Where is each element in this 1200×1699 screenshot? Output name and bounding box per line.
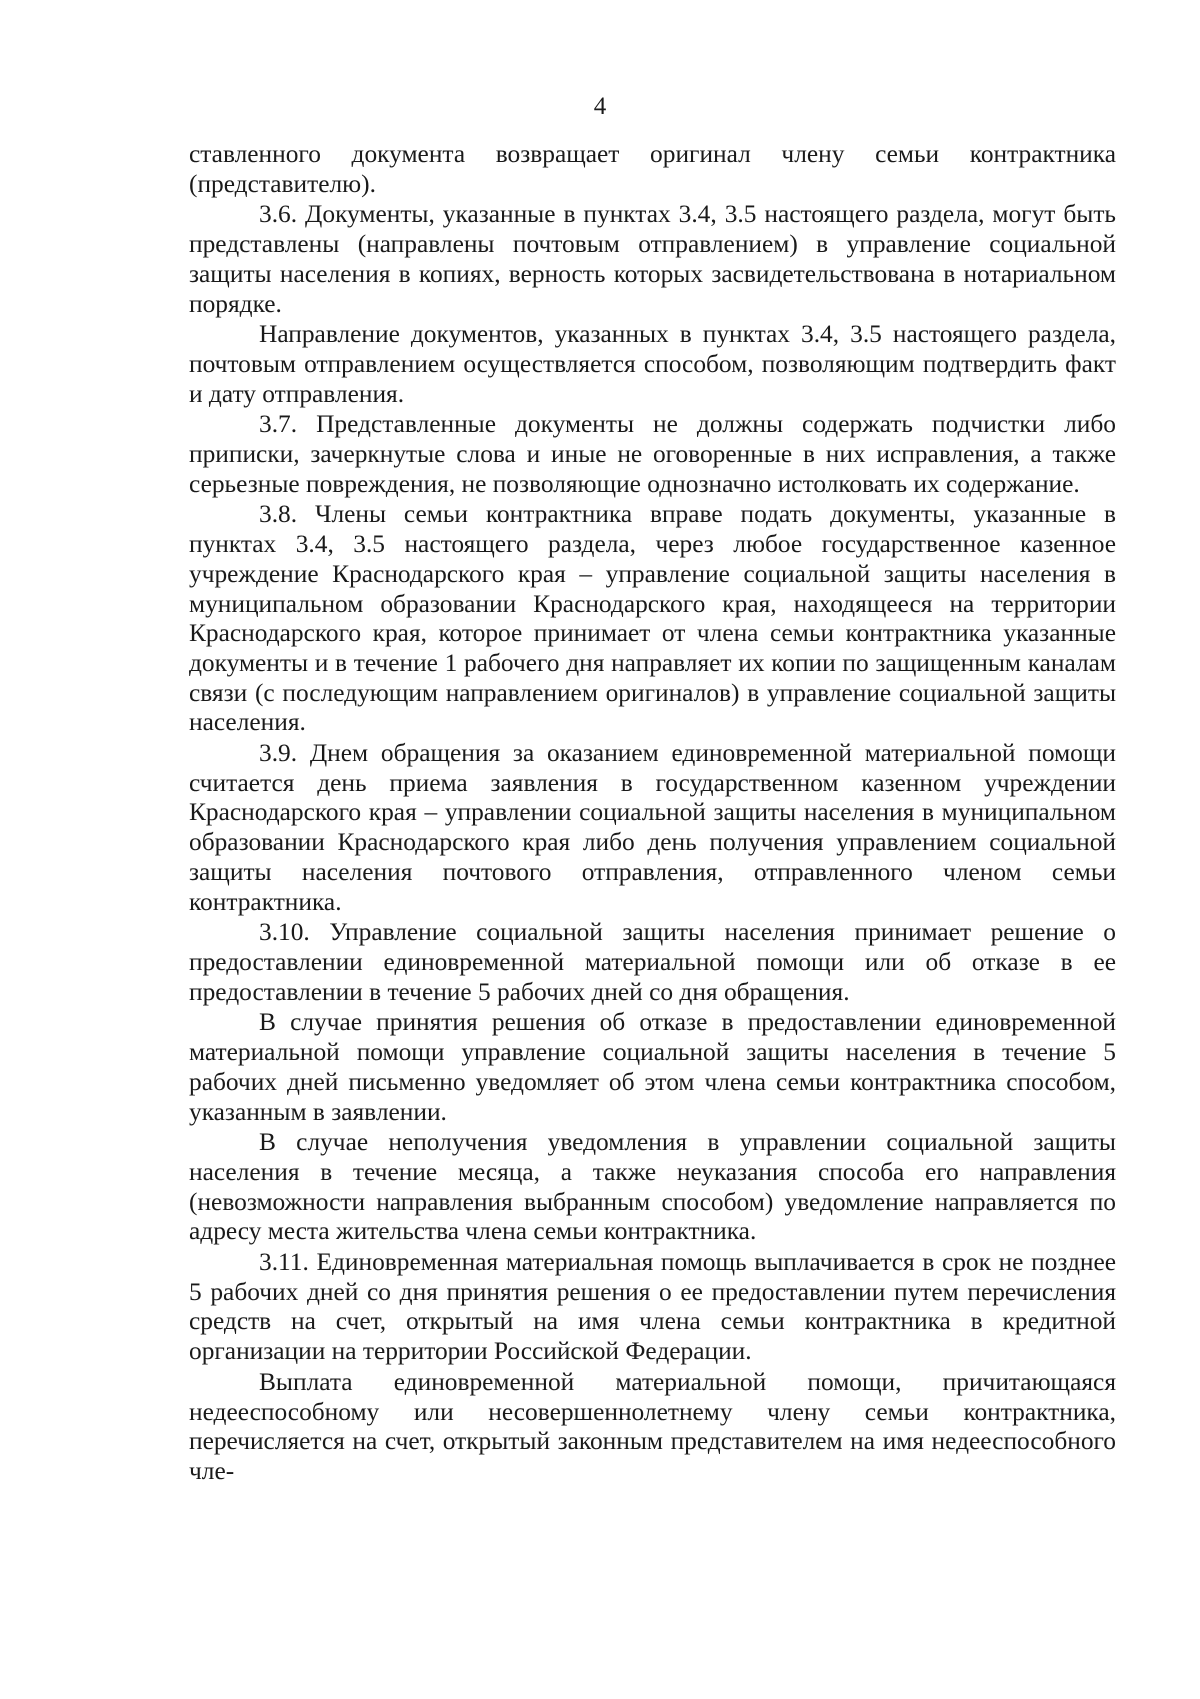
paragraph-3-9: 3.9. Днем обращения за оказанием единовременной материальной помощи считается день приема заявления в государственном казенном учреждении Краснодарского края – управлении социальной защиты населения в муниципальном образовании Краснодарского края либо день получения управлением социальной защиты населения почтового отправления, отправленного членом семьи контрактника.: [189, 739, 1116, 916]
paragraph-refusal-notice: В случае принятия решения об отказе в предоставлении единовременной материальной помощи управление социальной защиты населения в течение 5 рабочих дней письменно уведомляет об этом члена семьи контрактника способом, указанным в заявлении.: [189, 1008, 1116, 1126]
paragraph-notice-not-received: В случае неполучения уведомления в управлении социальной защиты населения в течение месяца, а также неуказания способа его направления (невозможности направления выбранным способом) уведомление направляется по адресу места жительства члена семьи контрактника.: [189, 1128, 1116, 1246]
paragraph-postal-sending: Направление документов, указанных в пунктах 3.4, 3.5 настоящего раздела, почтовым отправлением осуществляется способом, позволяющим подтвердить факт и дату отправления.: [189, 320, 1116, 408]
paragraph-payment-incapable: Выплата единовременной материальной помощи, причитающаяся недееспособному или несовершеннолетнему члену семьи контрактника, перечисляется на счет, открытый законным представителем на имя недееспособного чле-: [189, 1367, 1116, 1485]
paragraph-continuation: ставленного документа возвращает оригинал члену семьи контрактника (представителю).: [189, 140, 1116, 198]
paragraph-3-8: 3.8. Члены семьи контрактника вправе подать документы, указанные в пунктах 3.4, 3.5 настоящего раздела, через любое государственное казенное учреждение Краснодарского края – управление социальной защиты населения в муниципальном образовании Краснодарского края, находящееся на территории Краснодарского края, которое принимает от члена семьи контрактника указанные документы и в течение 1 рабочего дня направляет их копии по защищенным каналам связи (с последующим направлением оригиналов) в управление социальной защиты населения.: [189, 500, 1116, 737]
paragraph-3-11: 3.11. Единовременная материальная помощь выплачивается в срок не позднее 5 рабочих дней со дня принятия решения о ее предоставлении путем перечисления средств на счет, открытый на имя члена семьи контрактника в кредитной организации на территории Российской Федерации.: [189, 1248, 1116, 1366]
document-body: [189, 140, 1116, 1488]
paragraph-3-10: 3.10. Управление социальной защиты населения принимает решение о предоставлении единовременной материальной помощи или об отказе в ее предоставлении в течение 5 рабочих дней со дня обращения.: [189, 918, 1116, 1006]
paragraph-3-7: 3.7. Представленные документы не должны содержать подчистки либо приписки, зачеркнутые слова и иные не оговоренные в них исправления, а также серьезные повреждения, не позволяющие однозначно истолковать их содержание.: [189, 410, 1116, 498]
page-number: 4: [593, 93, 607, 120]
paragraph-3-6: 3.6. Документы, указанные в пунктах 3.4, 3.5 настоящего раздела, могут быть представлены (направлены почтовым отправлением) в управление социальной защиты населения в копиях, верность которых засвидетельствована в нотариальном порядке.: [189, 200, 1116, 318]
